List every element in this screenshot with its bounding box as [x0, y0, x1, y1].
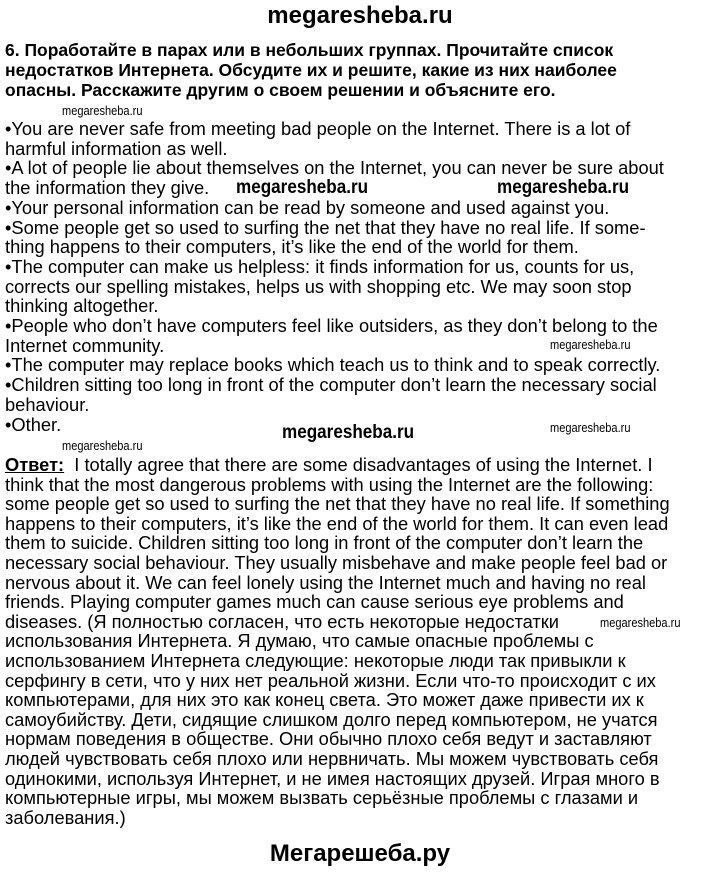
text-line: some people get so used to surfing the net that they have no real life. If something [5, 493, 670, 515]
watermark: megaresheba.ru [600, 614, 681, 630]
watermark: megaresheba.ru [62, 438, 143, 453]
text-line: think that the most dangerous problems with using the Internet are the following: [5, 473, 654, 495]
text-line: Internet community. [5, 334, 165, 356]
text-line: •Other. [5, 413, 62, 435]
text-line: 6. Поработайте в парах или в небольших группах. Прочитайте список [5, 40, 614, 60]
text-line: людей чувствовать себя плохо или нервничать. Мы можем чувствовать себя [5, 748, 659, 769]
watermark: megaresheba.ru [62, 103, 143, 118]
text-line: necessary social behaviour. They usually misbehave and make people feel bad or [5, 552, 668, 573]
text-line: corrects our spelling mistakes, helps us with shopping etc. We may soon stop [5, 275, 632, 297]
text-line: одинокими, используя Интернет, и не имея настоящих друзей. Играя много в [5, 767, 660, 789]
text-line: компьютерами, для них это как конец света. Это может даже привести их к [5, 689, 644, 711]
text-line: недостатков Интернета. Обсудите их и решите, какие из них наиболее [5, 60, 617, 80]
text-line: I totally agree that there are some disadvantages of using the Internet. I [64, 454, 653, 475]
text-line: •A lot of people lie about themselves on the Internet, you can never be sure about [5, 157, 664, 179]
text-line: •The computer can make us helpless: it finds information for us, counts for us, [5, 255, 635, 277]
text-line: •People who don’t have computers feel like outsiders, as they don’t belong to the [5, 315, 658, 336]
text-line: the information they give. [5, 177, 210, 199]
answer-first-line [5, 455, 653, 475]
footer-title: Мегарешеба.ру [269, 840, 451, 867]
text-line: опасны. Расскажите другим о своем решении и объясните его. [5, 80, 556, 100]
text-line: •Children sitting too long in front of the computer don’t learn the necessary social [5, 374, 657, 396]
text-line: •Your personal information can be read by someone and used against you. [5, 196, 610, 218]
site-title: megaresheba.ru [267, 2, 453, 29]
watermark: megaresheba.ru [550, 337, 631, 352]
text-line: them to suicide. Children sitting too long in front of the computer don’t learn the [5, 532, 644, 554]
text-line: happens to their computers, it’s like the end of the world for them. It can even lead [5, 512, 669, 534]
watermark: megaresheba.ru [550, 420, 631, 435]
text-line: компьютерные игры, мы можем вызвать серьёзные проблемы с глазами и [5, 787, 639, 809]
answer-label: Ответ: [5, 454, 65, 475]
text-line: использования Интернета. Я думаю, что самые опасные проблемы с [5, 630, 594, 652]
text-line: •The computer may replace books which teach us to think and to speak correctly. [5, 354, 661, 376]
text-line: заболевания.) [5, 806, 126, 828]
text-line: нормам поведения в обществе. Они обычно плохо себя ведут и заставляют [5, 728, 652, 750]
watermark: megaresheba.ru [497, 177, 630, 198]
text-line: серфингу в сети, что у них нет реальной жизни. Если что-то происходит с их [5, 669, 656, 691]
text-line: самоубийству. Дети, сидящие слишком долго перед компьютером, не учатся [5, 708, 658, 730]
text-line: nervous about it. We can feel lonely using the Internet much and having no real [5, 571, 646, 593]
watermark: megaresheba.ru [236, 177, 369, 199]
text-line: harmful information as well. [5, 137, 228, 159]
text-line: •Some people get so used to surfing the net that they have no real life. If some- [5, 216, 646, 238]
text-line: thing happens to their computers, it’s like the end of the world for them. [5, 236, 579, 258]
text-line: diseases. (Я полностью согласен, что есть некоторые недостатки [5, 610, 559, 632]
text-line: •You are never safe from meeting bad people on the Internet. There is a lot of [5, 118, 631, 139]
text-line: friends. Playing computer games much can cause serious eye problems and [5, 591, 624, 613]
text-line: использованием Интернета следующие: некоторые люди так привыкли к [5, 650, 626, 671]
watermark: megaresheba.ru [282, 422, 415, 443]
text-line: behaviour. [5, 393, 90, 415]
text-line: thinking altogether. [5, 295, 159, 317]
